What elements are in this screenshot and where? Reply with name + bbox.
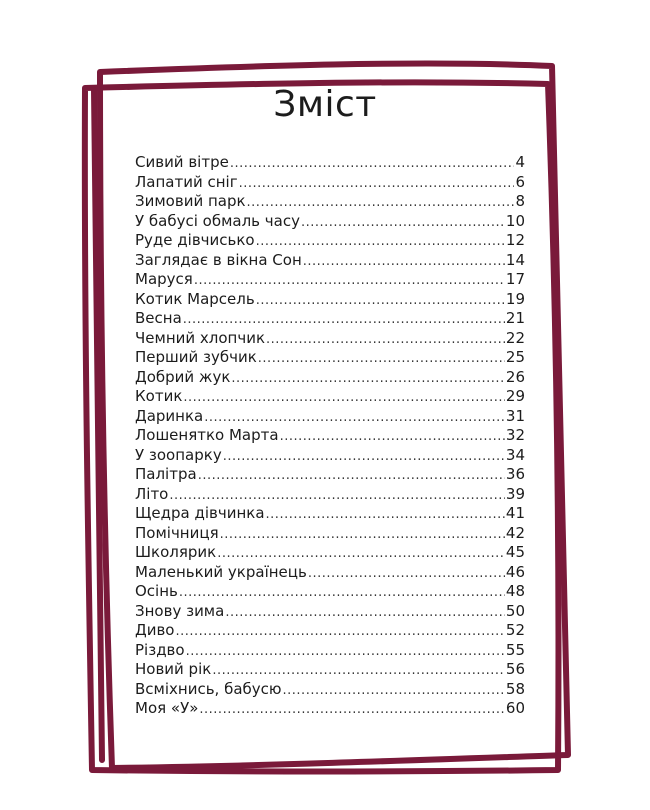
dot-leader (186, 642, 505, 662)
toc-entry-page: 60 (505, 699, 525, 717)
toc-entry-title: Осінь (135, 582, 178, 600)
toc-entry (135, 446, 525, 466)
toc-entry-page: 50 (505, 601, 525, 620)
toc-entry-title: Добрий жук (135, 367, 231, 386)
toc-entry (135, 699, 525, 719)
toc-entry (135, 231, 525, 251)
toc-entry-title: Школярик (135, 543, 217, 561)
toc-entry-title: Перший зубчик (135, 348, 257, 366)
toc-entry-page: 19 (505, 289, 525, 308)
toc-entry-page: 10 (505, 211, 525, 230)
toc-entry-title: Руде дівчисько (135, 231, 255, 249)
dot-leader (198, 466, 505, 486)
toc-entry (135, 582, 525, 602)
toc-entry-page: 22 (505, 328, 525, 347)
dot-leader (220, 525, 505, 545)
toc-entry (135, 543, 525, 563)
toc-entry (135, 309, 525, 329)
toc-entry (135, 524, 525, 544)
toc-entry-page: 45 (505, 543, 525, 561)
dot-leader (239, 174, 515, 194)
dot-leader (204, 408, 505, 428)
dot-leader (280, 427, 505, 447)
dot-leader (176, 622, 505, 642)
toc-entry-page: 48 (505, 582, 525, 600)
table-of-contents (135, 153, 525, 719)
toc-entry (135, 212, 525, 232)
dot-leader (199, 700, 505, 720)
toc-entry (135, 387, 525, 407)
toc-entry-page: 36 (505, 465, 525, 483)
dot-leader (256, 291, 505, 311)
toc-entry-title: Даринка (135, 406, 204, 425)
dot-leader (283, 681, 505, 701)
toc-entry-page: 56 (505, 660, 525, 678)
toc-entry-page: 52 (505, 621, 525, 639)
dot-leader (308, 564, 505, 584)
dot-leader (217, 544, 505, 564)
toc-entry-title: Котик Марсель (135, 289, 255, 308)
toc-entry-title: Лошенятко Марта (135, 426, 279, 444)
toc-entry-title: Палітра (135, 465, 197, 483)
toc-entry (135, 251, 525, 271)
toc-entry (135, 621, 525, 641)
toc-entry (135, 563, 525, 583)
dot-leader (258, 349, 505, 369)
toc-entry (135, 407, 525, 427)
toc-entry-page: 4 (515, 153, 525, 171)
toc-entry-title: Весна (135, 309, 182, 327)
toc-entry-title: Щедра дівчинка (135, 504, 265, 522)
dot-leader (303, 252, 505, 272)
toc-entry-title: Лапатий сніг (135, 172, 238, 191)
toc-entry-title: У бабусі обмаль часу (135, 211, 300, 230)
toc-entry-title: Маруся (135, 270, 193, 288)
toc-entry-page: 21 (505, 309, 525, 327)
toc-entry (135, 641, 525, 661)
toc-entry (135, 173, 525, 193)
toc-entry-page: 17 (505, 270, 525, 288)
toc-entry (135, 680, 525, 700)
toc-entry (135, 602, 525, 622)
toc-entry-page: 12 (505, 231, 525, 249)
toc-entry-page: 14 (505, 250, 525, 269)
dot-leader (169, 486, 505, 506)
toc-entry-title: Всміхнись, бабусю (135, 679, 282, 698)
dot-leader (256, 232, 505, 252)
dot-leader (225, 603, 505, 623)
toc-entry (135, 660, 525, 680)
dot-leader (179, 583, 505, 603)
dot-leader (266, 505, 505, 525)
toc-entry (135, 504, 525, 524)
toc-entry-title: Новий рік (135, 660, 212, 678)
toc-entry-title: Маленький українець (135, 562, 307, 581)
toc-entry-title: Зимовий парк (135, 192, 246, 210)
dot-leader (183, 388, 505, 408)
toc-entry-title: Сивий вітре (135, 153, 229, 171)
toc-entry (135, 348, 525, 368)
toc-entry-title: У зоопарку (135, 445, 222, 464)
toc-entry (135, 465, 525, 485)
toc-entry-title: Чемний хлопчик (135, 328, 266, 347)
toc-entry (135, 270, 525, 290)
toc-entry-page: 55 (505, 640, 525, 659)
toc-entry (135, 153, 525, 173)
dot-leader (183, 310, 505, 330)
toc-entry-page: 26 (505, 367, 525, 386)
toc-entry (135, 329, 525, 349)
toc-entry-page: 8 (515, 192, 525, 210)
toc-entry-title: Помічниця (135, 523, 219, 542)
toc-entry-page: 32 (505, 426, 525, 444)
dot-leader (212, 661, 505, 681)
dot-leader (230, 154, 515, 174)
toc-entry-page: 25 (505, 348, 525, 366)
toc-entry-page: 34 (505, 445, 525, 464)
toc-entry (135, 368, 525, 388)
toc-entry-page: 31 (505, 406, 525, 425)
toc-entry-page: 46 (505, 562, 525, 581)
dot-leader (194, 271, 505, 291)
toc-entry (135, 485, 525, 505)
page-title: Зміст (273, 84, 377, 125)
toc-entry-page: 6 (515, 172, 525, 191)
toc-entry-title: Диво (135, 621, 175, 639)
toc-entry-page: 42 (505, 523, 525, 542)
dot-leader (247, 193, 515, 213)
toc-entry-title: Знову зима (135, 601, 225, 620)
dot-leader (301, 213, 505, 233)
toc-entry-title: Моя «У» (135, 699, 199, 717)
toc-entry-page: 41 (505, 504, 525, 522)
toc-entry-title: Літо (135, 484, 169, 503)
dot-leader (223, 447, 505, 467)
toc-entry (135, 290, 525, 310)
toc-entry (135, 192, 525, 212)
dot-leader (231, 369, 505, 389)
toc-entry-title: Заглядає в вікна Сон (135, 250, 302, 269)
toc-entry-page: 58 (505, 679, 525, 698)
toc-entry-title: Різдво (135, 640, 185, 659)
toc-entry-page: 29 (505, 387, 525, 405)
toc-entry (135, 426, 525, 446)
toc-entry-page: 39 (505, 484, 525, 503)
toc-entry-title: Котик (135, 387, 183, 405)
dot-leader (266, 330, 505, 350)
